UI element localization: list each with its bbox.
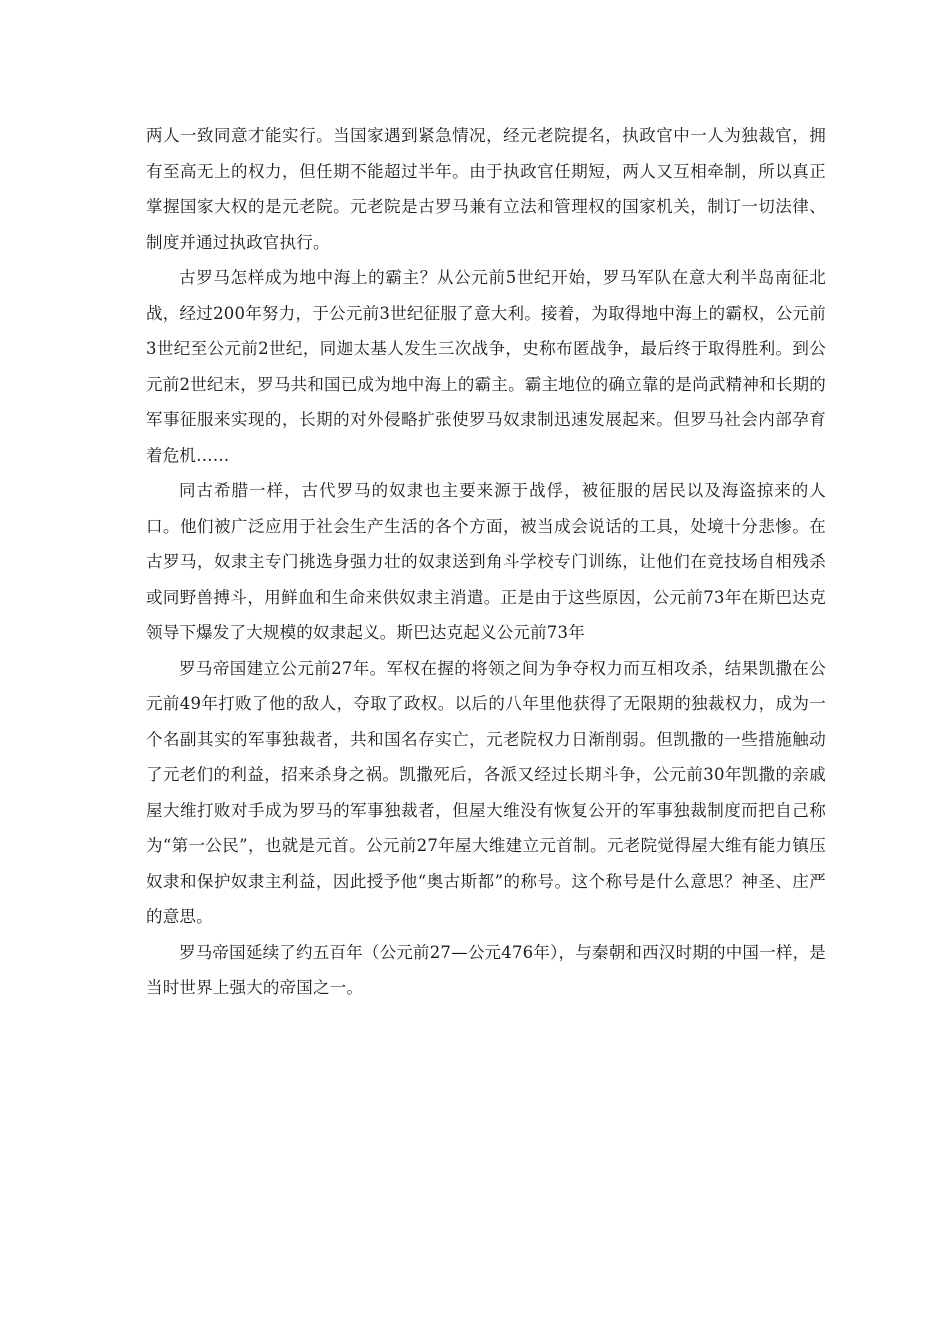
paragraph-mediterranean-hegemony: 古罗马怎样成为地中海上的霸主？从公元前5世纪开始，罗马军队在意大利半岛南征北战，经过200年努力，于公元前3世纪征服了意大利。接着，为取得地中海上的霸权，公元前3世纪至公元前2世纪，同迦太基人发生三次战争，史称布匿战争，最后终于取得胜利。到公元前2世纪末，罗马共和国已成为地中海上的霸主。霸主地位的确立靠的是尚武精神和长期的军事征服来实现的，长期的对外侵略扩张使罗马奴隶制迅速发展起来。但罗马社会内部孕育着危机…… (146, 268, 826, 465)
document-page (146, 118, 826, 1006)
paragraph-empire-duration: 罗马帝国延续了约五百年（公元前27—公元476年），与秦朝和西汉时期的中国一样，是当时世界上强大的帝国之一。 (146, 942, 826, 997)
paragraph-roman-empire-founding: 罗马帝国建立公元前27年。军权在握的将领之间为争夺权力而互相攻杀，结果凯撒在公元前49年打败了他的敌人，夺取了政权。以后的八年里他获得了无限期的独裁权力，成为一个名副其实的军事独裁者，共和国名存实亡，元老院权力日渐削弱。但凯撒的一些措施触动了元老们的利益，招来杀身之祸。凯撒死后，各派又经过长期斗争，公元前30年凯撒的亲戚屋大维打败对手成为罗马的军事独裁者，但屋大维没有恢复公开的军事独裁制度而把自己称为“第一公民”，也就是元首。公元前27年屋大维建立元首制。元老院觉得屋大维有能力镇压奴隶和保护奴隶主利益，因此授予他“奥古斯都”的称号。这个称号是什么意思？神圣、庄严的意思。 (146, 658, 826, 926)
paragraph-slaves-spartacus: 同古希腊一样，古代罗马的奴隶也主要来源于战俘，被征服的居民以及海盗掠来的人口。他们被广泛应用于社会生产生活的各个方面，被当成会说话的工具，处境十分悲惨。在古罗马，奴隶主专门挑选身强力壮的奴隶送到角斗学校专门训练，让他们在竞技场自相残杀或同野兽搏斗，用鲜血和生命来供奴隶主消遣。正是由于这些原因，公元前73年在斯巴达克领导下爆发了大规模的奴隶起义。斯巴达克起义公元前73年 (146, 481, 826, 642)
paragraph-consul-senate: 两人一致同意才能实行。当国家遇到紧急情况，经元老院提名，执政官中一人为独裁官，拥有至高无上的权力，但任期不能超过半年。由于执政官任期短，两人又互相牵制，所以真正掌握国家大权的是元老院。元老院是古罗马兼有立法和管理权的国家机关，制订一切法律、制度并通过执政官执行。 (146, 126, 826, 252)
